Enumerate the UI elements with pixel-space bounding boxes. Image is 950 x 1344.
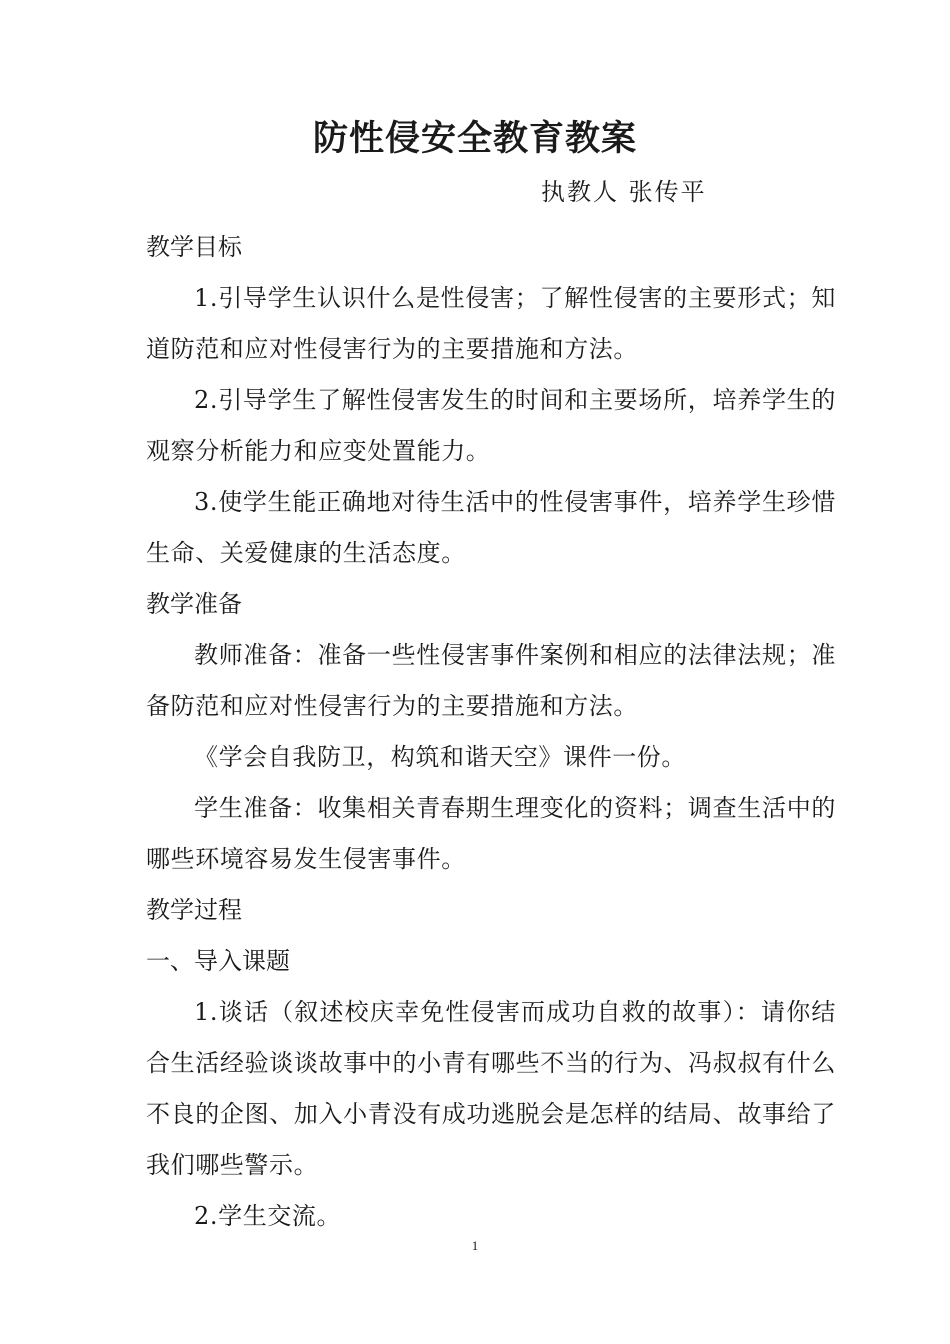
- author-line: 执教人 张传平: [541, 178, 707, 206]
- courseware-paragraph: 《学会自我防卫，构筑和谐天空》课件一份。: [194, 743, 686, 771]
- objective-paragraph-1: 1.引导学生认识什么是性侵害；了解性侵害的主要形式；知道防范和应对性侵害行为的主要措施和方法。: [146, 284, 836, 363]
- section-heading-preparation: 教学准备: [146, 590, 242, 618]
- subsection-heading-intro: 一、导入课题: [146, 947, 290, 975]
- intro-paragraph-2: 2.学生交流。: [194, 1202, 342, 1230]
- student-preparation-paragraph: 学生准备：收集相关青春期生理变化的资料；调查生活中的哪些环境容易发生侵害事件。: [146, 794, 836, 873]
- page-number: 1: [471, 1238, 479, 1253]
- teacher-preparation-paragraph: 教师准备：准备一些性侵害事件案例和相应的法律法规；准备防范和应对性侵害行为的主要措施和方法。: [146, 641, 836, 720]
- document-body: [146, 222, 836, 1242]
- intro-paragraph-1: 1.谈话（叙述校庆幸免性侵害而成功自救的故事）：请你结合生活经验谈谈故事中的小青有哪些不当的行为、冯叔叔有什么不良的企图、加入小青没有成功逃脱会是怎样的结局、故事给了我们哪些警示。: [146, 998, 836, 1179]
- section-heading-objectives: 教学目标: [146, 233, 242, 261]
- objective-paragraph-3: 3.使学生能正确地对待生活中的性侵害事件，培养学生珍惜生命、关爱健康的生活态度。: [146, 488, 836, 567]
- document-title: 防性侵安全教育教案: [312, 119, 637, 159]
- section-heading-process: 教学过程: [146, 896, 242, 924]
- objective-paragraph-2: 2.引导学生了解性侵害发生的时间和主要场所，培养学生的观察分析能力和应变处置能力。: [146, 386, 836, 465]
